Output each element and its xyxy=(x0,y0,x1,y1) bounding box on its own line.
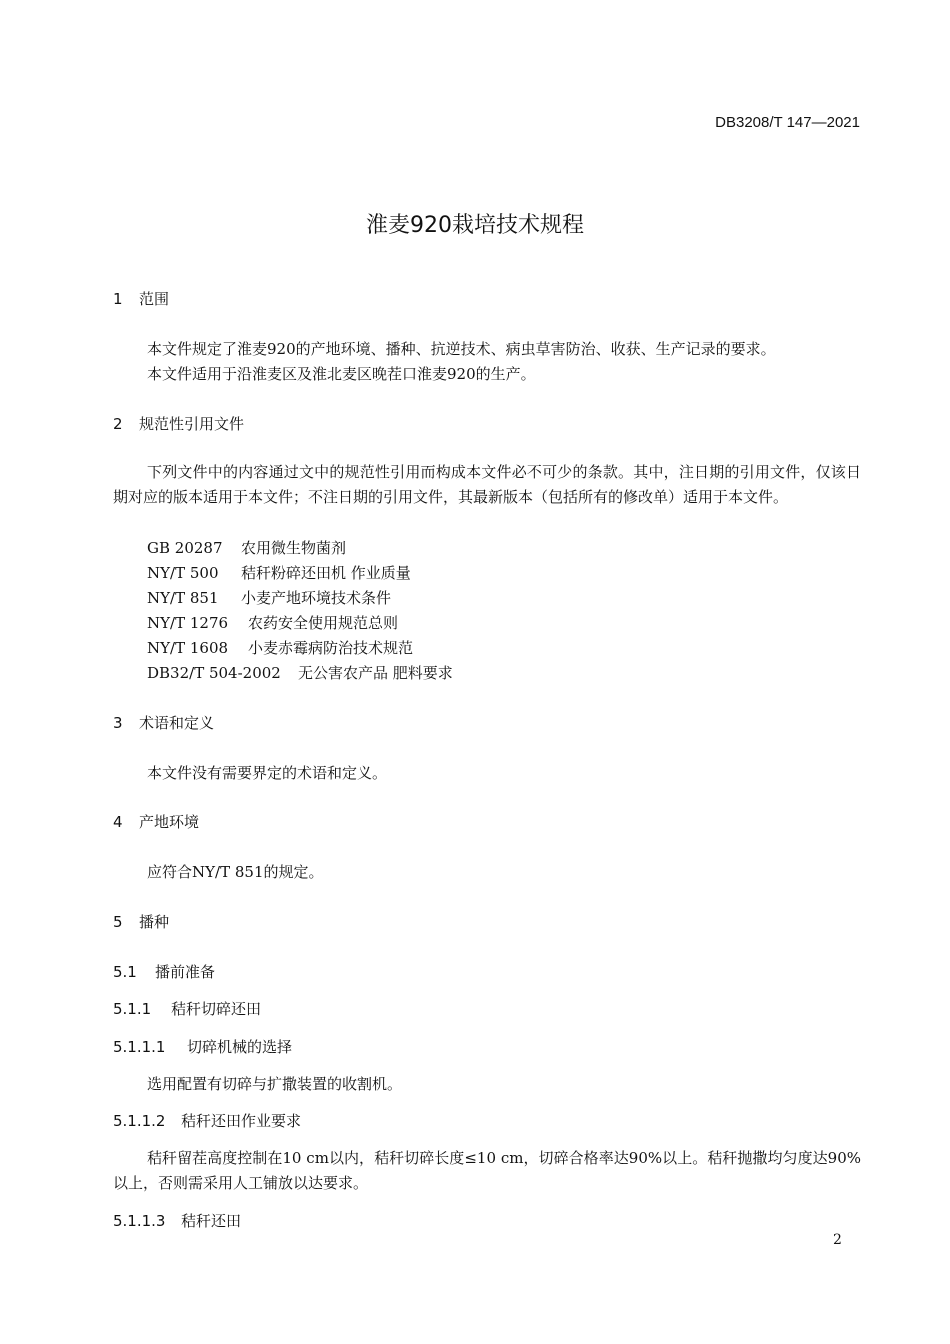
reference-code: NY/T 500 xyxy=(147,564,219,582)
document-number: DB3208/T 147—2021 xyxy=(715,114,860,131)
section-number: 3 xyxy=(113,714,123,732)
reference-name: 小麦产地环境技术条件 xyxy=(241,589,392,607)
section-number: 4 xyxy=(113,813,123,831)
subsection-heading-5-1-1 xyxy=(113,998,261,1019)
section-title: 播种 xyxy=(139,913,170,931)
page-number: 2 xyxy=(833,1232,842,1248)
section-number: 5.1 xyxy=(113,963,137,981)
section-title: 范围 xyxy=(139,290,170,308)
section-number: 2 xyxy=(113,415,123,433)
section-title: 秸秆还田作业要求 xyxy=(181,1112,302,1130)
reference-code: DB32/T 504-2002 xyxy=(147,664,281,682)
section-title: 规范性引用文件 xyxy=(139,415,245,433)
subsection-heading-5-1-1-2 xyxy=(113,1110,301,1131)
scope-paragraph-1: 本文件规定了淮麦920的产地环境、播种、抗逆技术、病虫草害防治、收获、生产记录的要求。 xyxy=(147,340,776,358)
section-heading-4 xyxy=(113,811,199,832)
section-number: 5 xyxy=(113,913,123,931)
section-heading-3 xyxy=(113,712,214,733)
section-number: 5.1.1.2 xyxy=(113,1112,166,1130)
reference-item xyxy=(147,587,391,608)
reference-name: 秸秆粉碎还田机 作业质量 xyxy=(241,564,411,582)
section-number: 1 xyxy=(113,290,123,308)
environment-paragraph: 应符合NY/T 851的规定。 xyxy=(147,863,324,881)
section-number: 5.1.1.3 xyxy=(113,1212,166,1230)
reference-name: 小麦赤霉病防治技术规范 xyxy=(248,639,414,657)
section-heading-2 xyxy=(113,413,244,434)
reference-name: 农用微生物菌剂 xyxy=(241,539,347,557)
reference-item xyxy=(147,662,453,683)
reference-code: NY/T 1276 xyxy=(147,614,229,632)
reference-code: NY/T 851 xyxy=(147,589,219,607)
reference-name: 农药安全使用规范总则 xyxy=(248,614,399,632)
subsection-heading-5-1-1-3 xyxy=(113,1210,241,1231)
section-heading-5 xyxy=(113,911,169,932)
section-number: 5.1.1.1 xyxy=(113,1038,166,1056)
section-title: 术语和定义 xyxy=(139,714,215,732)
straw-requirements-paragraph: 秸秆留茬高度控制在10 cm以内，秸秆切碎长度≤10 cm，切碎合格率达90%以上。秸秆抛撒均匀度达90%以上，否则需采用人工铺放以达要求。 xyxy=(113,1149,861,1192)
section-heading-1 xyxy=(113,288,169,309)
section-title: 产地环境 xyxy=(139,813,200,831)
subsection-heading-5-1 xyxy=(113,961,215,982)
section-title: 秸秆还田 xyxy=(181,1212,242,1230)
reference-item xyxy=(147,537,346,558)
reference-item xyxy=(147,562,411,583)
reference-code: GB 20287 xyxy=(147,539,223,557)
section-title: 播前准备 xyxy=(155,963,216,981)
reference-code: NY/T 1608 xyxy=(147,639,229,657)
section-title: 切碎机械的选择 xyxy=(187,1038,293,1056)
references-intro-paragraph: 下列文件中的内容通过文中的规范性引用而构成本文件必不可少的条款。其中，注日期的引用文件，仅该日期对应的版本适用于本文件；不注日期的引用文件，其最新版本（包括所有的修改单）适用于本文件。 xyxy=(113,463,861,506)
document-title: 淮麦920栽培技术规程 xyxy=(366,213,584,238)
terms-paragraph: 本文件没有需要界定的术语和定义。 xyxy=(147,764,388,782)
subsection-heading-5-1-1-1 xyxy=(113,1036,292,1057)
reference-item xyxy=(147,637,413,658)
section-number: 5.1.1 xyxy=(113,1000,152,1018)
scope-paragraph-2: 本文件适用于沿淮麦区及淮北麦区晚茬口淮麦920的生产。 xyxy=(147,365,536,383)
section-title: 秸秆切碎还田 xyxy=(171,1000,262,1018)
reference-item xyxy=(147,612,398,633)
machinery-paragraph: 选用配置有切碎与扩撒装置的收割机。 xyxy=(147,1075,403,1093)
reference-name: 无公害农产品 肥料要求 xyxy=(298,664,453,682)
